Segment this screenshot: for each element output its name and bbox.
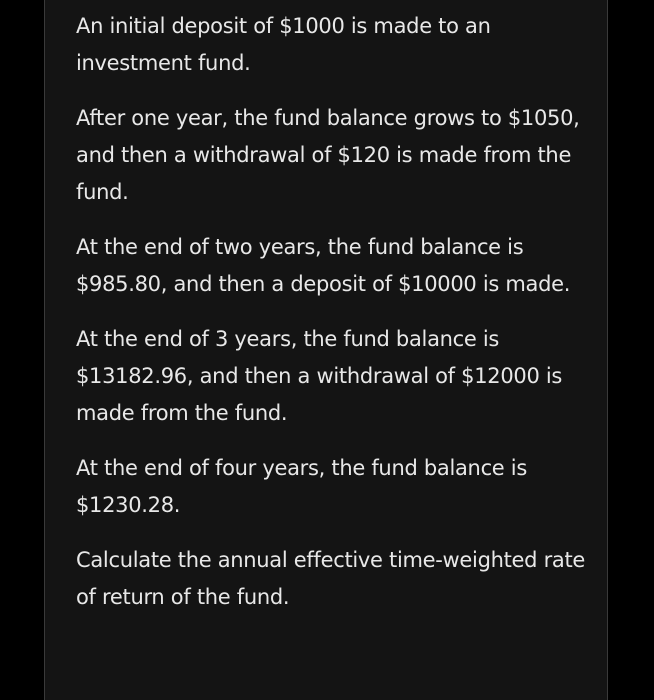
paragraph-initial-deposit: An initial deposit of $1000 is made to an investment fund.	[76, 14, 491, 75]
paragraph-year-one: After one year, the fund balance grows to $1050, and then a withdrawal of $120 is made from the fund.	[76, 106, 580, 204]
paragraph-year-three: At the end of 3 years, the fund balance is $13182.96, and then a withdrawal of $12000 is made from the fund.	[76, 327, 563, 425]
paragraph-year-two: At the end of two years, the fund balance is $985.80, and then a deposit of $10000 is made.	[76, 235, 571, 296]
paragraph-year-four: At the end of four years, the fund balance is $1230.28.	[76, 456, 527, 517]
question-text	[76, 8, 586, 634]
paragraph-question: Calculate the annual effective time-weighted rate of return of the fund.	[76, 548, 586, 609]
